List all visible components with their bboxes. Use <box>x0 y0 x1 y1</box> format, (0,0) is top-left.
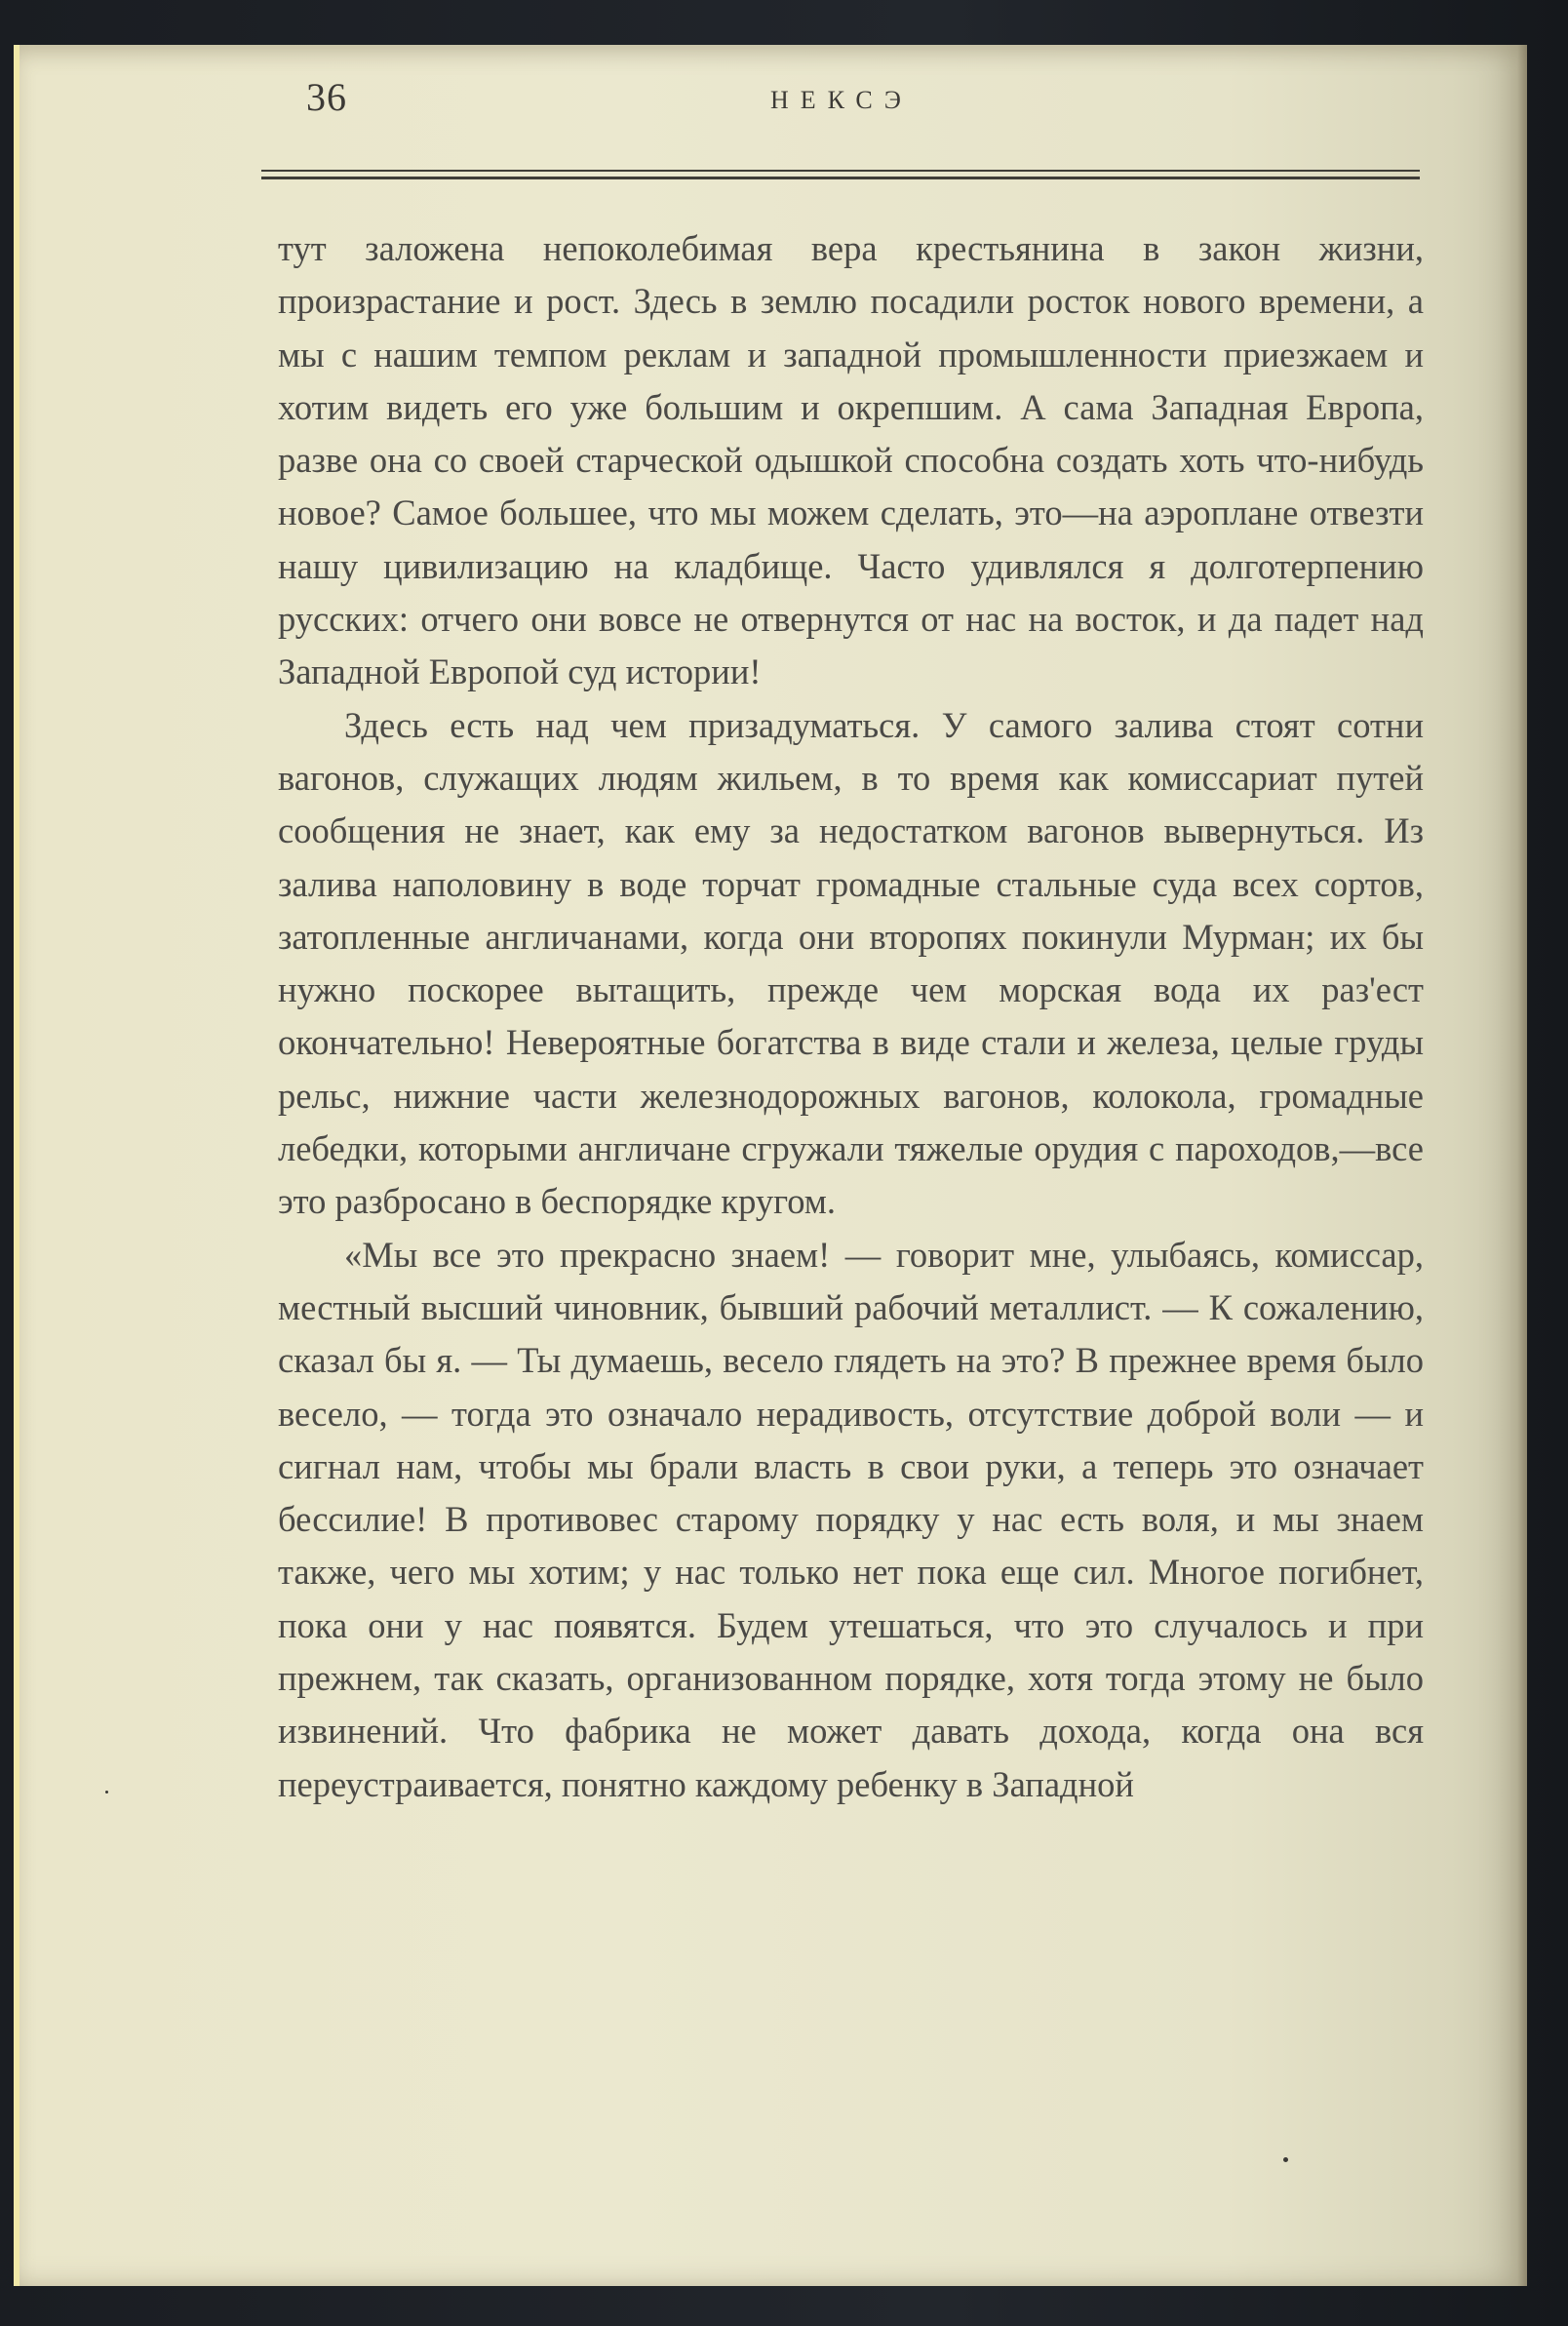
running-title: НЕКСЭ <box>770 86 913 114</box>
page-header <box>261 74 1431 133</box>
page-edge-shadow <box>1517 45 1527 2286</box>
ink-speck <box>1283 2157 1288 2162</box>
ink-speck <box>105 1791 108 1794</box>
paragraph-3: «Мы все это прекрасно знаем! — говорит мне, улыбаясь, комиссар, местный высший чиновник, бывший рабочий металлист. — К сожалению, сказал бы я. — Ты думаешь, весело глядеть на это? В прежнее время было весело, — тогда это означало нерадивость, отсутствие доброй воли — и сигнал нам, чтобы мы брали власть в свои руки, а теперь это означает бессилие! В противовес старому порядку у нас есть воля, и мы знаем также, чего мы хотим; у нас только нет пока еще сил. Многое погибнет, пока они у нас появятся. Будем утешаться, что это случалось и при прежнем, так сказать, организованном порядке, хотя тогда этому не было извинений. Что фабрика не может давать дохода, когда она вся переустраивается, понятно каждому ребенку в Западной <box>278 1234 1424 1804</box>
paragraph-2: Здесь есть над чем призадуматься. У самого залива стоят сотни вагонов, служащих людям жильем, в то время как комиссариат путей сообщения не знает, как ему за недостатком вагонов вывернуться. Из залива наполовину в воде торчат громадные стальные суда всех сортов, затопленные англичанами, когда они второпях покинули Мурман; их бы нужно поскорее вытащить, прежде чем морская вода их раз'ест окончательно! Невероятные богатства в виде стали и железа, целые груды рельс, нижние части железнодорожных вагонов, колокола, громадные лебедки, которыми англичане сгружали тяжелые орудия с пароходов,—все это разбросано в беспорядке кругом. <box>278 704 1424 1222</box>
body-text <box>278 222 1424 1811</box>
paragraph-1: тут заложена непоколебимая вера крестьянина в закон жизни, произрастание и рост. Здесь в землю посадили росток нового времени, а мы с нашим темпом реклам и западной промышленности приезжаем и хотим видеть его уже большим и окрепшим. А сама Западная Европа, разве она со своей старческой одышкой способна создать хоть что-нибудь новое? Самое большее, что мы можем сделать, это—на аэроплане отвезти нашу цивилизацию на кладбище. Часто удивлялся я долготерпению русских: отчего они вовсе не отвернутся от нас на восток, и да падет над Западной Европой суд истории! <box>278 228 1424 692</box>
page-number: 36 <box>306 75 347 119</box>
header-rule-thin <box>261 170 1420 172</box>
header-rule-thick <box>261 177 1420 179</box>
